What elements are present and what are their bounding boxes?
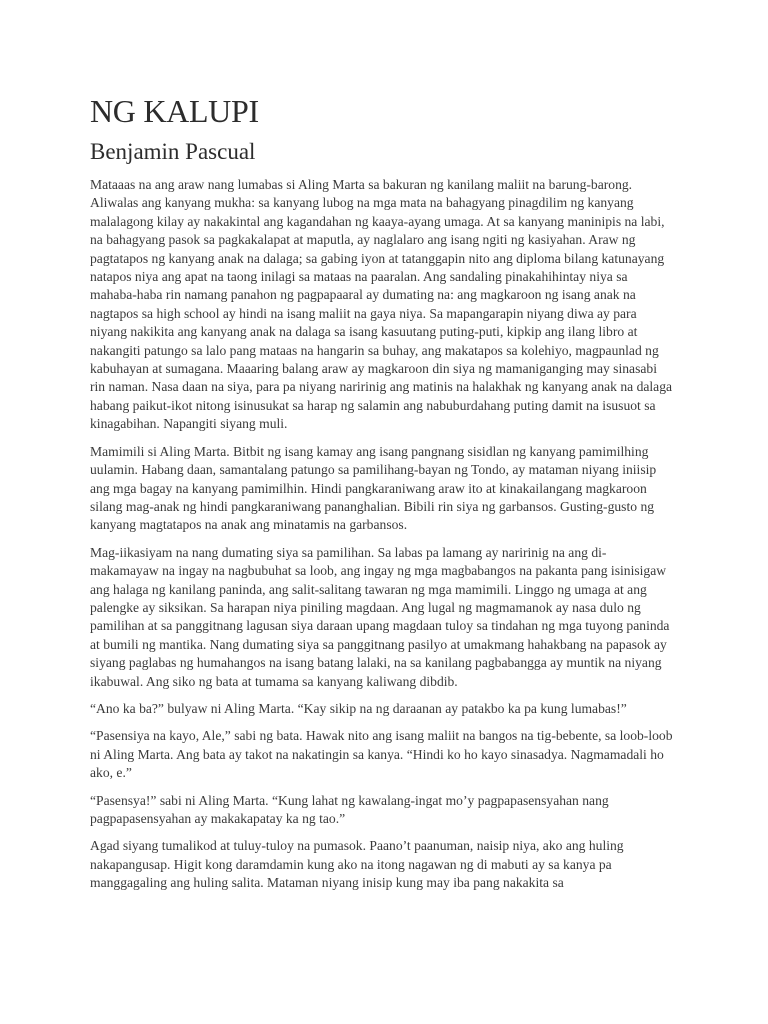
document-page bbox=[90, 92, 675, 902]
paragraph-2: Mamimili si Aling Marta. Bitbit ng isang kamay ang isang pangnang sisidlan ng kanyang pamimilhing uulamin. Habang daan, samantalang patungo sa pamilihang-bayan ng Tondo, ay mataman niyang iniisip ang mga bagay na kanyang pamimilhin. Hindi pangkaraniwang araw ito at kinakailangang magkaroon silang mag-anak ng hindi pangkaraniwang pananghalian. Bibili rin siya ng garbansos. Gusting-gusto ng kanyang magtatapos na anak ang minatamis na garbansos. bbox=[90, 443, 657, 533]
story-title: NG KALUPI bbox=[90, 93, 259, 129]
paragraph-6: “Pasensya!” sabi ni Aling Marta. “Kung lahat ng kawalang-ingat mo’y pagpapasensyahan nang pagpapasensyahan ay makakapatay ka ng tao.” bbox=[90, 792, 609, 826]
paragraph-1: Mataaas na ang araw nang lumabas si Aling Marta sa bakuran ng kanilang maliit na barung-barong. Aliwalas ang kanyang mukha: sa kanyang lubog na mga mata na bahagyang pinagdilim ng kanyang malalagong kilay ay nakakintal ang kagandahan ng kaaya-ayang umaga. At sa kanyang maninipis na labi, na bahagyang pasok sa pagkakalapat at maputla, ay naglalaro ang isang ngiti ng kasiyahan. Araw ng pagtatapos ng kanyang anak na dalaga; sa gabing iyon at tatanggapin nito ang diploma bilang katunayang natapos niya ang apat na taong inilagi sa mataas na paaralan. Ang sandaling pinakahihintay niya sa mahaba-haba rin namang panahon ng pagpapaaral ay dumating na: ang magkaroon ng isang anak na nagtapos sa high school ay hindi na isang maliit na gaya niya. Sa mapangarapin niyang diwa ay para niyang nakikita ang kanyang anak na dalaga sa isang kasuutang puting-puti, kipkip ang ilang libro at nakangiti patungo sa lalo pang mataas na hangarin sa buhay, ang makatapos sa kolehiyo, magpaunlad ng kabuhayan at sumagana. Maaaring balang araw ay magkaroon din siya ng mamaniganging may sinasabi rin naman. Nasa daan na siya, para pa niyang naririnig ang matinis na halakhak ng kanyang anak na dalaga habang paikut-ikot nitong isinusukat sa harap ng salamin ang nabuburdahang puting damit na isusuot sa kinagabihan. Napangiti siyang muli. bbox=[90, 177, 673, 432]
paragraph-7: Agad siyang tumalikod at tuluy-tuloy na pumasok. Paano’t paanuman, naisip niya, ako ang huling nakapangusap. Higit kong daramdamin kung ako na itong nagawan ng di mabuti ay sa kanya pa manggagaling ang huling salita. Mataman niyang inisip kung may iba pang nakakita sa bbox=[90, 838, 624, 891]
paragraph-5: “Pasensiya na kayo, Ale,” sabi ng bata. Hawak nito ang isang maliit na bangos na tig-bebente, sa loob-loob ni Aling Marta. Ang bata ay takot na nakatingin sa kanya. “Hindi ko ho kayo sinasadya. Nagmamadali ho ako, e.” bbox=[90, 728, 673, 781]
paragraph-3: Mag-iikasiyam na nang dumating siya sa pamilihan. Sa labas pa lamang ay naririnig na ang di-makamayaw na ingay na nagbubuhat sa loob, ang ingay ng mga magbabangos na pakanta pang isinisigaw ang halaga ng kanilang paninda, ang salit-salitang tawaran ng mga mamimili. Linggo ng umaga at ang palengke ay siksikan. Sa harapan niya piniling magdaan. Ang lugal ng magmamanok ay nasa dulo ng pamilihan at sa panggitnang lagusan siya daraan upang magdaan tuloy sa tindahan ng mga tuyong paninda at bumili ng mantika. Nang dumating siya sa panggitnang pasilyo at umakmang hahakbang na papasok ay siyang paglabas ng humahangos na isang batang lalaki, na sa kanilang pagbabangga ay muntik na niyang ikabuwal. Ang siko ng bata at tumama sa kanyang kaliwang dibdib. bbox=[90, 544, 670, 689]
story-author: Benjamin Pascual bbox=[90, 139, 256, 164]
paragraph-4: “Ano ka ba?” bulyaw ni Aling Marta. “Kay sikip na ng daraanan ay patakbo ka pa kung lumabas!” bbox=[90, 700, 627, 716]
